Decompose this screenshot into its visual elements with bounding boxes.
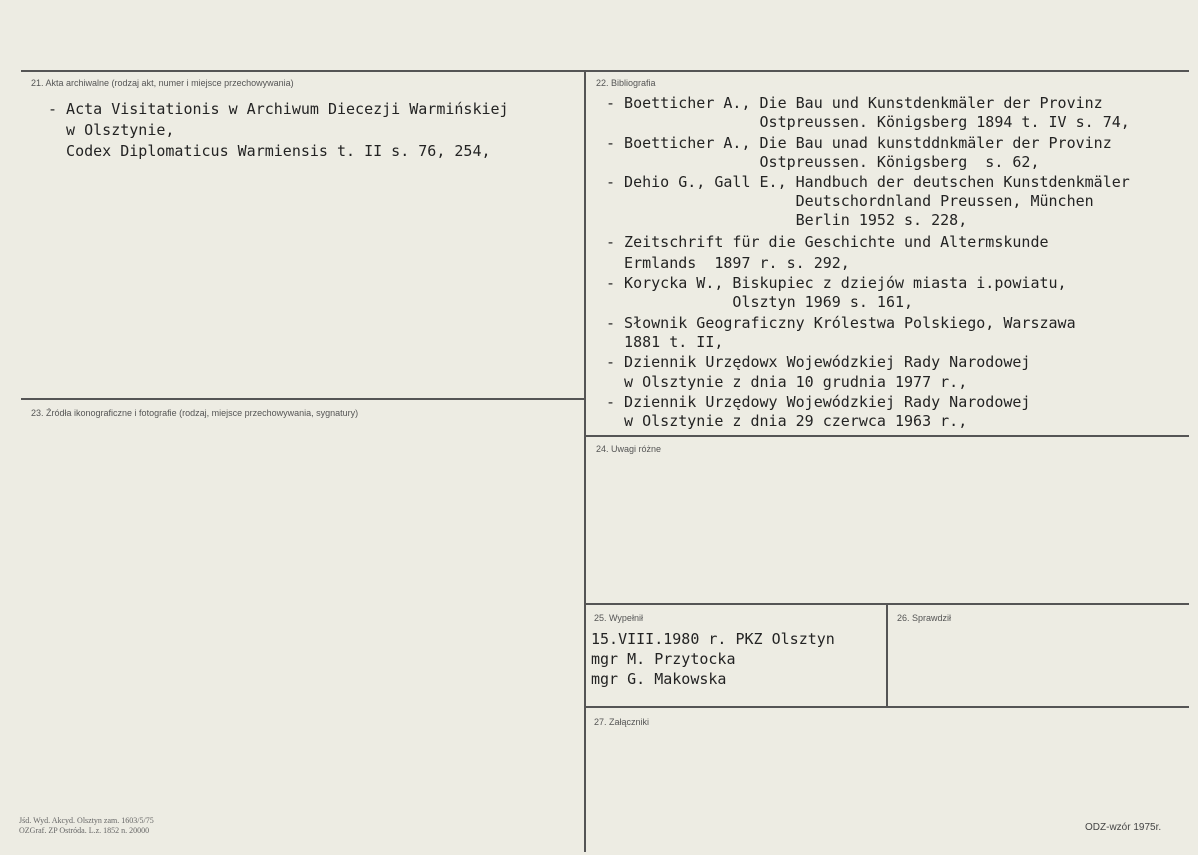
section-25-line-1: 15.VIII.1980 r. PKZ Olsztyn [591,630,835,648]
bibliography-line-4: Ostpreussen. Königsberg s. 62, [606,153,1040,171]
bibliography-line-5: - Dehio G., Gall E., Handbuch der deutschen Kunstdenkmäler [606,173,1130,191]
section-26-label: 26. Sprawdził [897,613,952,623]
section-25-line-3: mgr G. Makowska [591,670,727,688]
bibliography-line-16: - Dziennik Urzędowy Wojewódzkiej Rady Narodowej [606,393,1031,411]
section-21-23-divider [21,398,584,400]
bibliography-line-8: - Zeitschrift für die Geschichte und Altermskunde [606,233,1049,251]
center-divider [584,70,586,852]
section-27-label: 27. Załączniki [594,717,650,727]
bibliography-line-2: Ostpreussen. Königsberg 1894 t. IV s. 74, [606,113,1130,131]
section-22-24-divider [586,435,1189,437]
section-25-26-divider [886,603,888,706]
section-21-line-3: Codex Diplomaticus Warmiensis t. II s. 76, 254, [48,142,491,160]
bibliography-line-14: - Dziennik Urzędowx Wojewódzkiej Rady Narodowej [606,353,1031,371]
bibliography-line-11: Olsztyn 1969 s. 161, [606,293,914,311]
bibliography-line-1: - Boetticher A., Die Bau und Kunstdenkmäler der Provinz [606,94,1103,112]
bibliography-line-7: Berlin 1952 s. 228, [606,211,968,229]
print-imprint [19,816,154,836]
section-23-label: 23. Źródła ikonograficzne i fotografie (rodzaj, miejsce przechowywania, sygnatury) [31,408,359,418]
bibliography-line-3: - Boetticher A., Die Bau unad kunstddnkmäler der Provinz [606,134,1112,152]
section-22-label: 22. Bibliografia [596,78,656,88]
bibliography-line-15: w Olsztynie z dnia 10 grudnia 1977 r., [606,373,968,391]
section-25-27-divider [586,706,1189,708]
bibliography-line-17: w Olsztynie z dnia 29 czerwca 1963 r., [606,412,968,430]
bibliography-line-6: Deutschordnland Preussen, München [606,192,1094,210]
print-imprint-line-1: Jśd. Wyd. Akcyd. Olsztyn zam. 1603/5/75 [19,816,154,825]
section-25-line-2: mgr M. Przytocka [591,650,736,668]
bibliography-line-10: - Korycka W., Biskupiec z dziejów miasta i.powiatu, [606,274,1067,292]
print-imprint-line-2: OZGraf. ZP Ostróda. L.z. 1852 n. 20000 [19,826,150,835]
bibliography-line-13: 1881 t. II, [606,333,724,351]
section-21-label: 21. Akta archiwalne (rodzaj akt, numer i miejsce przechowywania) [31,78,294,88]
section-25-label: 25. Wypełnił [594,613,643,623]
top-rule [21,70,1189,72]
bibliography-line-12: - Słownik Geograficzny Królestwa Polskiego, Warszawa [606,314,1076,332]
bibliography-line-9: Ermlands 1897 r. s. 292, [606,254,850,272]
form-template-id: ODZ-wzór 1975r. [1085,822,1162,833]
section-24-label: 24. Uwagi różne [596,444,662,454]
section-21-line-1: - Acta Visitationis w Archiwum Diecezji Warmińskiej [48,100,509,118]
section-21-line-2: w Olsztynie, [48,121,175,139]
